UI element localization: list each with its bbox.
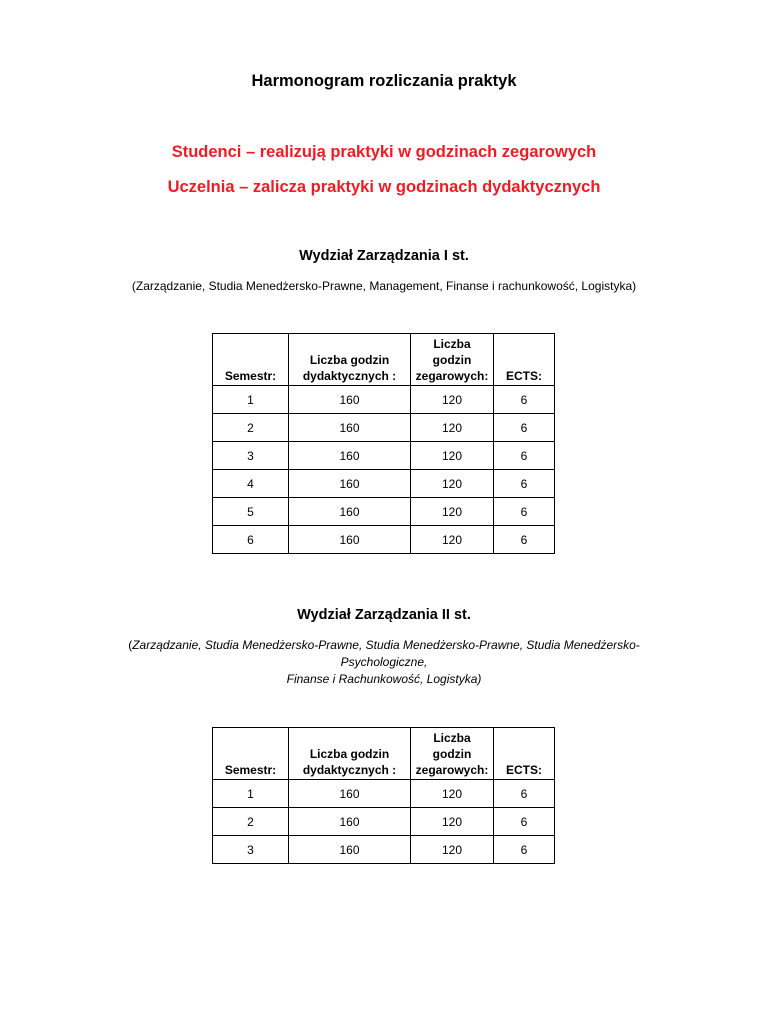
header-didactic-line2: dydaktycznych : [302, 763, 397, 777]
students-note: Studenci – realizują praktyki w godzinach zegarowych [171, 143, 597, 161]
programs-open-paren: ( [128, 638, 133, 652]
table-row [213, 470, 555, 498]
cell-semester: 6 [213, 526, 289, 554]
cell-semester: 3 [213, 442, 289, 470]
section2-table [212, 727, 555, 864]
cell-ects: 6 [494, 808, 555, 836]
cell-semester: 2 [213, 414, 289, 442]
table-row [213, 808, 555, 836]
header-didactic-hours [289, 334, 411, 386]
cell-clock-hours: 120 [411, 780, 494, 808]
header-didactic-line1: Liczba godzin [309, 747, 390, 761]
cell-didactic-hours: 160 [289, 498, 411, 526]
section2-programs [0, 637, 768, 688]
header-didactic-line1: Liczba godzin [309, 353, 390, 367]
header-ects: ECTS: [494, 728, 555, 780]
header-clock-line1: Liczba [433, 337, 471, 351]
cell-ects: 6 [494, 498, 555, 526]
cell-didactic-hours: 160 [289, 414, 411, 442]
cell-semester: 1 [213, 780, 289, 808]
header-clock-hours [411, 728, 494, 780]
table-row [213, 526, 555, 554]
cell-ects: 6 [494, 470, 555, 498]
table-row [213, 836, 555, 864]
section2-programs-line3: Finanse i Rachunkowość, Logistyka) [286, 672, 482, 686]
cell-semester: 2 [213, 808, 289, 836]
cell-semester: 5 [213, 498, 289, 526]
header-clock-line3: zegarowych: [415, 369, 489, 383]
cell-didactic-hours: 160 [289, 442, 411, 470]
header-clock-line3: zegarowych: [415, 763, 489, 777]
cell-clock-hours: 120 [411, 470, 494, 498]
table-row [213, 780, 555, 808]
header-clock-line2: godzin [432, 353, 472, 367]
cell-ects: 6 [494, 836, 555, 864]
cell-semester: 1 [213, 386, 289, 414]
section2-programs-line2: Psychologiczne, [340, 655, 428, 669]
table-row [213, 498, 555, 526]
header-clock-line2: godzin [432, 747, 472, 761]
cell-ects: 6 [494, 780, 555, 808]
cell-didactic-hours: 160 [289, 780, 411, 808]
cell-didactic-hours: 160 [289, 386, 411, 414]
university-note: Uczelnia – zalicza praktyki w godzinach dydaktycznych [167, 178, 601, 196]
section1-title: Wydział Zarządzania I st. [299, 248, 469, 264]
cell-clock-hours: 120 [411, 414, 494, 442]
cell-ects: 6 [494, 526, 555, 554]
header-semester: Semestr: [213, 334, 289, 386]
cell-clock-hours: 120 [411, 386, 494, 414]
header-ects: ECTS: [494, 334, 555, 386]
cell-clock-hours: 120 [411, 808, 494, 836]
cell-clock-hours: 120 [411, 442, 494, 470]
cell-semester: 3 [213, 836, 289, 864]
cell-ects: 6 [494, 414, 555, 442]
cell-clock-hours: 120 [411, 498, 494, 526]
cell-ects: 6 [494, 442, 555, 470]
cell-clock-hours: 120 [411, 836, 494, 864]
section2-title: Wydział Zarządzania II st. [297, 607, 471, 623]
cell-didactic-hours: 160 [289, 526, 411, 554]
table-header-row [213, 334, 555, 386]
cell-clock-hours: 120 [411, 526, 494, 554]
header-didactic-line2: dydaktycznych : [302, 369, 397, 383]
cell-didactic-hours: 160 [289, 470, 411, 498]
section1-table [212, 333, 555, 554]
table-row [213, 414, 555, 442]
cell-didactic-hours: 160 [289, 836, 411, 864]
header-clock-hours [411, 334, 494, 386]
section2-programs-line1: Zarządzanie, Studia Menedżersko-Prawne, Studia Menedżersko-Prawne, Studia Menedżersko- [132, 638, 640, 652]
table-header-row [213, 728, 555, 780]
table-row [213, 386, 555, 414]
cell-didactic-hours: 160 [289, 808, 411, 836]
header-clock-line1: Liczba [433, 731, 471, 745]
table-row [213, 442, 555, 470]
header-semester: Semestr: [213, 728, 289, 780]
document-title: Harmonogram rozliczania praktyk [251, 72, 517, 90]
section1-programs: (Zarządzanie, Studia Menedżersko-Prawne, Management, Finanse i rachunkowość, Logistyka) [131, 279, 637, 293]
cell-ects: 6 [494, 386, 555, 414]
header-didactic-hours [289, 728, 411, 780]
cell-semester: 4 [213, 470, 289, 498]
